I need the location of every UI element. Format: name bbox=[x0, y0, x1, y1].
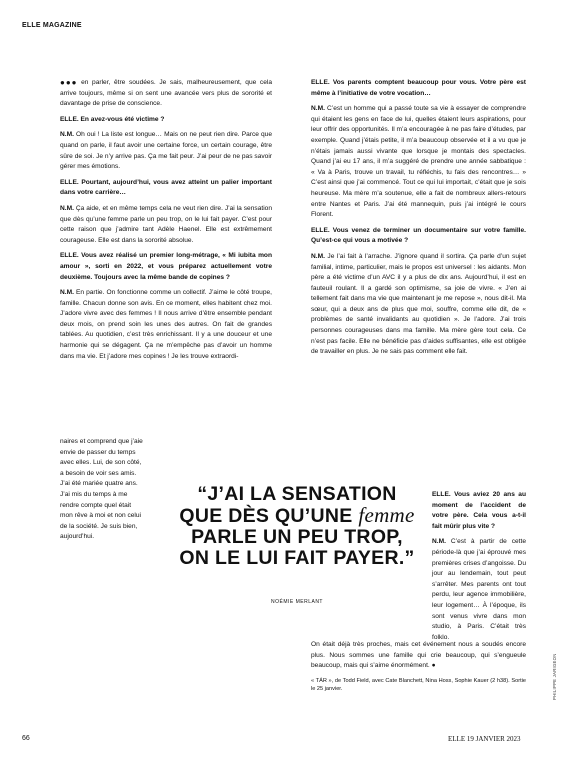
answer-lead: N.M. bbox=[60, 204, 74, 212]
film-note: « TÁR », de Todd Field, avec Cate Blanchett, Nina Hoss, Sophie Kauer (2 h38). Sortie le 25 janvier. bbox=[311, 677, 526, 693]
photo-credit: PHILIPPE JARIGEON bbox=[552, 653, 557, 700]
column-right bbox=[311, 78, 526, 358]
answer-6 bbox=[432, 537, 526, 643]
answer-1 bbox=[60, 130, 272, 172]
answer-6-text: C’est à partir de cette période-là que j’ai éprouvé mes premières crises d’angoisse. Du jour au lendemain, tout peut s’arrêter. Mes parents ont tout perdu, leur agence immobilière, leur logement… À l’époque, ils sont venus vivre dans mon studio, à Paris. C’était très folklo. bbox=[432, 538, 526, 641]
answer-lead: N.M. bbox=[311, 252, 325, 260]
answer-lead: N.M. bbox=[60, 289, 74, 297]
answer-1-text: Oh oui ! La liste est longue… Mais on ne peut rien dire. Parce que quand on parle, il faut avoir une certaine force, un certain courage, être sûre de soi. Je n’y arrive pas. Ça me fait peur. J’ai peur de ne pas savoir gérer mes émotions. bbox=[60, 131, 272, 171]
answer-6-end-text: On était déjà très proches, mais cet événement nous a soudés encore plus. Nous sommes une famille qui crie beaucoup, qui s’engueule beaucoup, mais qui s’aime énormément. bbox=[311, 641, 526, 670]
answer-5 bbox=[311, 252, 526, 358]
dots-ornament: ●●● bbox=[60, 78, 78, 87]
intro-text: en parler, être soudées. Je sais, malheureusement, que cela arrive toujours, même si on sent une avancée vers plus de sororité et davantage de prise de conscience. bbox=[60, 79, 272, 108]
answer-3-continued: naires et comprend que j’aie envie de passer du temps avec elles. Lui, de son côté, a besoin de voir ses amis. J’ai été mariée quatre ans. J’ai mis du temps à me rendre compte quel était mon rêve à moi et non celui de la société. Je suis bien, aujourd’hui. bbox=[60, 438, 143, 541]
answer-2-text: Ça aide, et en même temps cela ne veut rien dire. J’ai la sensation que dès qu’une femme parle un peu trop, on le lui fait payer. C’est pour cette raison que j’admire tant Adèle Haenel. Elle est extrêmement courageuse. Elle est dans la sororité absolue. bbox=[60, 204, 272, 244]
column-left bbox=[60, 78, 272, 362]
answer-lead: N.M. bbox=[60, 131, 74, 139]
answer-4-text: C’est un homme qui a passé toute sa vie à essayer de comprendre qui étaient les gens en face de lui, quelles étaient leurs aspirations, pour leur offrir des opportunités. Il m’a encouragée à ne pas faire d’études, par exemple. Quand j’étais petite, il m’a beaucoup observée et il a vu que je n’étais jamais aussi vivante que lorsque je montais des spectacles. Quand j’ai eu 17 ans, il m’a suggéré de prendre une année sabbatique : « Va à Paris, trouve un travail, tu réfléchis, tu fais des rencontres… » C’est ainsi que j’ai commencé. Tout ce qui lui importait, c’était que je sois heureuse. Ma mère m’a soutenue, elle a fait de nombreux allers-retours entre Nantes et Paris. J’ai été mannequin, puis j’ai intégré le cours Florent. bbox=[311, 105, 526, 219]
pull-quote-source: NOÉMIE MERLANT bbox=[270, 599, 323, 605]
question-2: ELLE. Pourtant, aujourd’hui, vous avez atteint un palier important dans votre carrière… bbox=[60, 178, 272, 197]
column-end bbox=[311, 640, 526, 694]
question-4: ELLE. Vos parents comptent beaucoup pour vous. Votre père est même à l’initiative de votre vocation… bbox=[311, 79, 526, 97]
pull-quote-part-1: “J’AI LA SENSATION QUE DÈS QU’UNE bbox=[179, 483, 397, 527]
question-5: ELLE. Vous venez de terminer un documentaire sur votre famille. Qu’est-ce qui vous a motivée ? bbox=[311, 226, 526, 245]
end-mark: ● bbox=[431, 662, 436, 670]
pull-quote-italic: femme bbox=[358, 503, 415, 527]
page-number: 66 bbox=[22, 735, 30, 742]
answer-3-text: En partie. On fonctionne comme un collectif. J’aime le côté troupe, famille. Chacun donne son avis. En ce moment, elles habitent chez moi. J’adore vivre avec des femmes ! Il nous arrive d’être ensemble pendant deux mois, on prend soin les unes des autres. On fait de grandes tablées. Au quotidien, c’est très enrichissant. Il y a une douceur et une harmonie qui se dégagent. Ça ne m’empêche pas d’avoir un homme dans ma vie. Et j’adore mes copines ! Je les trouve extraordi- bbox=[60, 289, 272, 360]
question-3: ELLE. Vous avez réalisé un premier long-métrage, « Mi iubita mon amour », sorti en 2022, et vous préparez actuellement votre deuxième. Toujours avec la même bande de copines ? bbox=[60, 252, 272, 281]
issue-line: ELLE 19 JANVIER 2023 bbox=[448, 735, 521, 743]
answer-lead: N.M. bbox=[311, 105, 325, 113]
answer-6-end bbox=[311, 640, 526, 672]
pull-quote bbox=[178, 484, 416, 569]
section-header: ELLE MAGAZINE bbox=[22, 22, 82, 29]
answer-2 bbox=[60, 204, 272, 246]
column-narrow bbox=[432, 490, 526, 643]
answer-4 bbox=[311, 104, 526, 221]
answer-3 bbox=[60, 288, 272, 362]
question-6: ELLE. Vous aviez 20 ans au moment de l’accident de votre père. Cela vous a-t-il fait mûrir plus vite ? bbox=[432, 491, 526, 530]
answer-5-text: Je l’ai fait à l’arrache. J’ignore quand il sortira. Ça parle d’un sujet familial, intime, particulier, mais le propos est universel : les aidants. Mon père a été victime d’un AVC il y a plus de dix ans. Aujourd’hui, il est en fauteuil roulant. Il a gardé son optimisme, sa joie de vivre. « J’en ai tellement fait dans ma vie que maintenant je me repose », nous dit-il. Ma sœur, qui a deux ans de plus que moi, souffre, comme elle dit, de « problèmes de santé invalidants au quotidien ». Je l’adore. J’ai trois personnes courageuses dans ma famille. Ma mère gère tout cela. Ce n’est pas facile. Elle ne bénéficie pas d’aides suffisantes, elle est obligée de travailler en plus. Je ne sais pas comment elle fait. bbox=[311, 252, 526, 356]
column-left-continued bbox=[60, 437, 144, 543]
pull-quote-part-2: PARLE UN PEU TROP, ON LE LUI FAIT PAYER.” bbox=[179, 526, 415, 569]
answer-lead: N.M. bbox=[432, 538, 446, 546]
question-1: ELLE. En avez-vous été victime ? bbox=[60, 115, 165, 123]
